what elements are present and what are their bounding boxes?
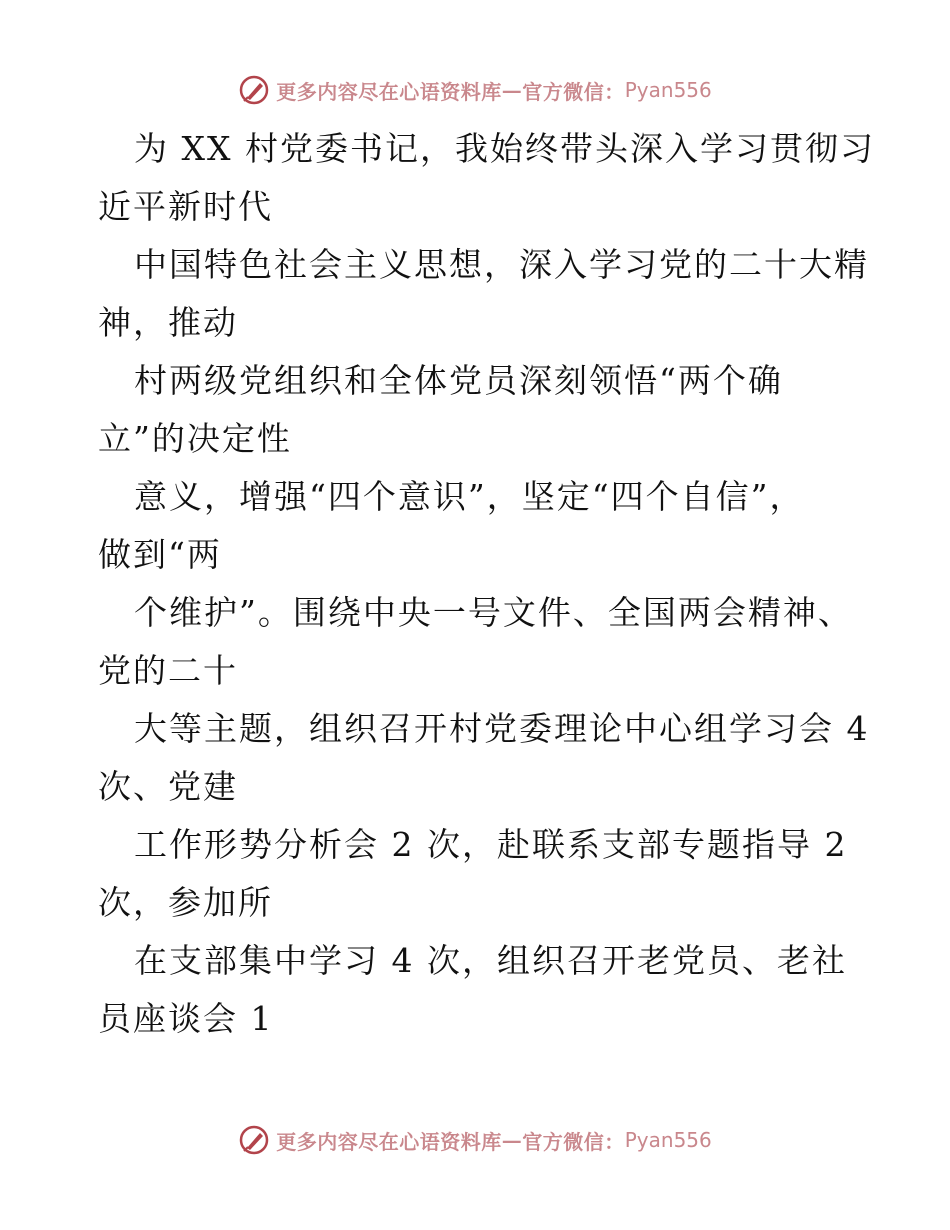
footer-brand-text: 更多内容尽在心语资料库: [276, 1129, 502, 1154]
body-line: 做到“两: [98, 535, 222, 574]
footer-contact-label: 官方微信：: [522, 1129, 625, 1154]
footer-contact-value: Pyan556: [624, 1128, 712, 1152]
header-contact-value: Pyan556: [624, 78, 712, 102]
body-line: 次，参加所: [98, 883, 273, 922]
body-line: 工作形势分析会 2 次，赴联系支部专题指导 2: [134, 825, 848, 864]
body-line: 村两级党组织和全体党员深刻领悟“两个确: [134, 361, 783, 400]
body-line: 个维护”。围绕中央一号文件、全国两会精神、: [134, 593, 853, 632]
quill-pen-logo-icon: [238, 1124, 270, 1156]
body-line: 党的二十: [98, 651, 238, 690]
header-contact-label: 官方微信：: [522, 79, 625, 104]
body-line: 立”的决定性: [98, 419, 292, 458]
body-line: 为 XX 村党委书记，我始终带头深入学习贯彻习: [134, 129, 875, 168]
body-line: 大等主题，组织召开村党委理论中心组学习会 4: [134, 709, 870, 748]
footer-watermark: [0, 1120, 950, 1160]
header-watermark: [0, 70, 950, 110]
document-body: [98, 120, 875, 1048]
body-line: 近平新时代: [98, 187, 273, 226]
body-line: 次、党建: [98, 767, 238, 806]
quill-pen-logo-icon: [238, 74, 270, 106]
body-line: 神，推动: [98, 303, 238, 342]
header-separator: —: [501, 78, 523, 102]
body-line: 员座谈会 1: [98, 999, 274, 1038]
body-line: 中国特色社会主义思想，深入学习党的二十大精: [134, 245, 869, 284]
body-line: 意义，增强“四个意识”，坚定“四个自信”，: [134, 477, 805, 516]
footer-separator: —: [501, 1128, 523, 1152]
header-brand-text: 更多内容尽在心语资料库: [276, 79, 502, 104]
body-line: 在支部集中学习 4 次，组织召开老党员、老社: [134, 941, 847, 980]
